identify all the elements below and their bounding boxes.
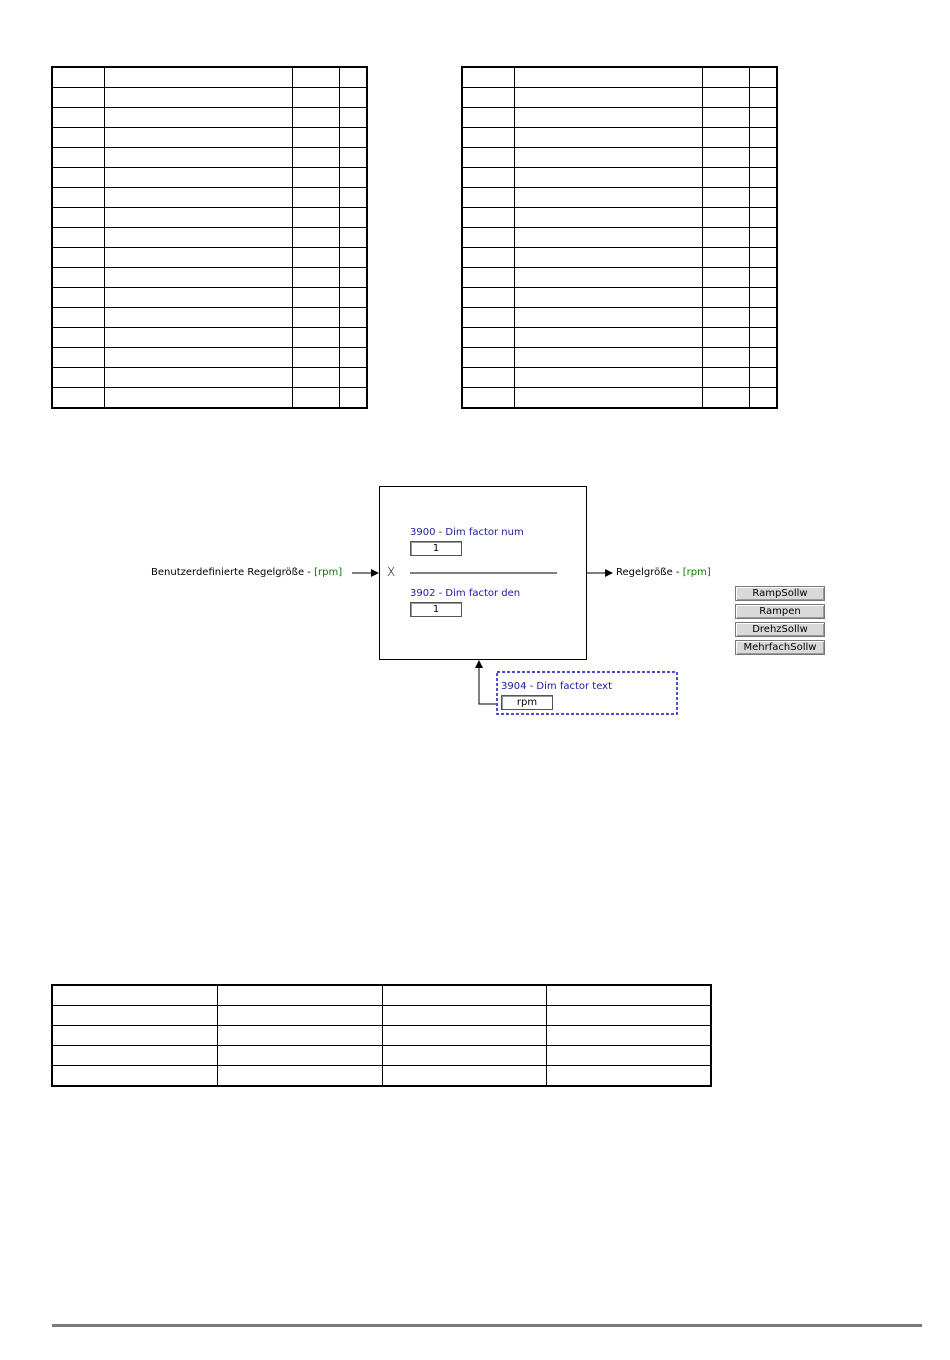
table-row bbox=[52, 1046, 711, 1066]
table-cell bbox=[546, 985, 711, 1006]
output-label-text: Regelgröße - bbox=[616, 567, 683, 578]
table-cell bbox=[382, 1006, 546, 1026]
nav-button-drehzsollw[interactable]: DrehzSollw bbox=[735, 622, 825, 637]
param-num-label: 3900 - Dim factor num bbox=[410, 527, 524, 538]
text-param-connector bbox=[479, 661, 496, 704]
table-row bbox=[52, 985, 711, 1006]
param-den-value[interactable]: 1 bbox=[410, 602, 462, 617]
table-cell bbox=[52, 1046, 217, 1066]
table-cell bbox=[382, 1046, 546, 1066]
output-unit: [rpm] bbox=[682, 567, 711, 578]
output-label bbox=[616, 567, 711, 579]
table-cell bbox=[546, 1026, 711, 1046]
footer-divider bbox=[52, 1324, 922, 1327]
param-num-value[interactable]: 1 bbox=[410, 541, 462, 556]
parameter-table-bottom bbox=[51, 984, 712, 1087]
table-cell bbox=[382, 1026, 546, 1046]
table-cell bbox=[546, 1006, 711, 1026]
table-cell bbox=[217, 1006, 382, 1026]
table-cell bbox=[52, 1066, 217, 1087]
nav-button-rampsollw[interactable]: RampSollw bbox=[735, 586, 825, 601]
table-cell bbox=[546, 1066, 711, 1087]
table-row bbox=[52, 1066, 711, 1087]
input-label-text: Benutzerdefinierte Regelgröße - bbox=[151, 567, 315, 578]
input-unit: [rpm] bbox=[314, 567, 343, 578]
table-cell bbox=[217, 1046, 382, 1066]
table-cell bbox=[382, 985, 546, 1006]
table-cell bbox=[217, 1026, 382, 1046]
nav-button-mehrfachsollw[interactable]: MehrfachSollw bbox=[735, 640, 825, 655]
table-cell bbox=[52, 985, 217, 1006]
table-cell bbox=[382, 1066, 546, 1087]
table-row bbox=[52, 1006, 711, 1026]
param-den-label: 3902 - Dim factor den bbox=[410, 588, 521, 599]
table-cell bbox=[217, 1066, 382, 1087]
param-text-value[interactable]: rpm bbox=[501, 695, 553, 710]
table-cell bbox=[546, 1046, 711, 1066]
input-label bbox=[151, 567, 342, 579]
nav-button-rampen[interactable]: Rampen bbox=[735, 604, 825, 619]
multiply-operator: X bbox=[387, 565, 396, 579]
table-cell bbox=[52, 1026, 217, 1046]
table-cell bbox=[217, 985, 382, 1006]
table-cell bbox=[52, 1006, 217, 1026]
table-row bbox=[52, 1026, 711, 1046]
param-text-label: 3904 - Dim factor text bbox=[501, 681, 613, 692]
